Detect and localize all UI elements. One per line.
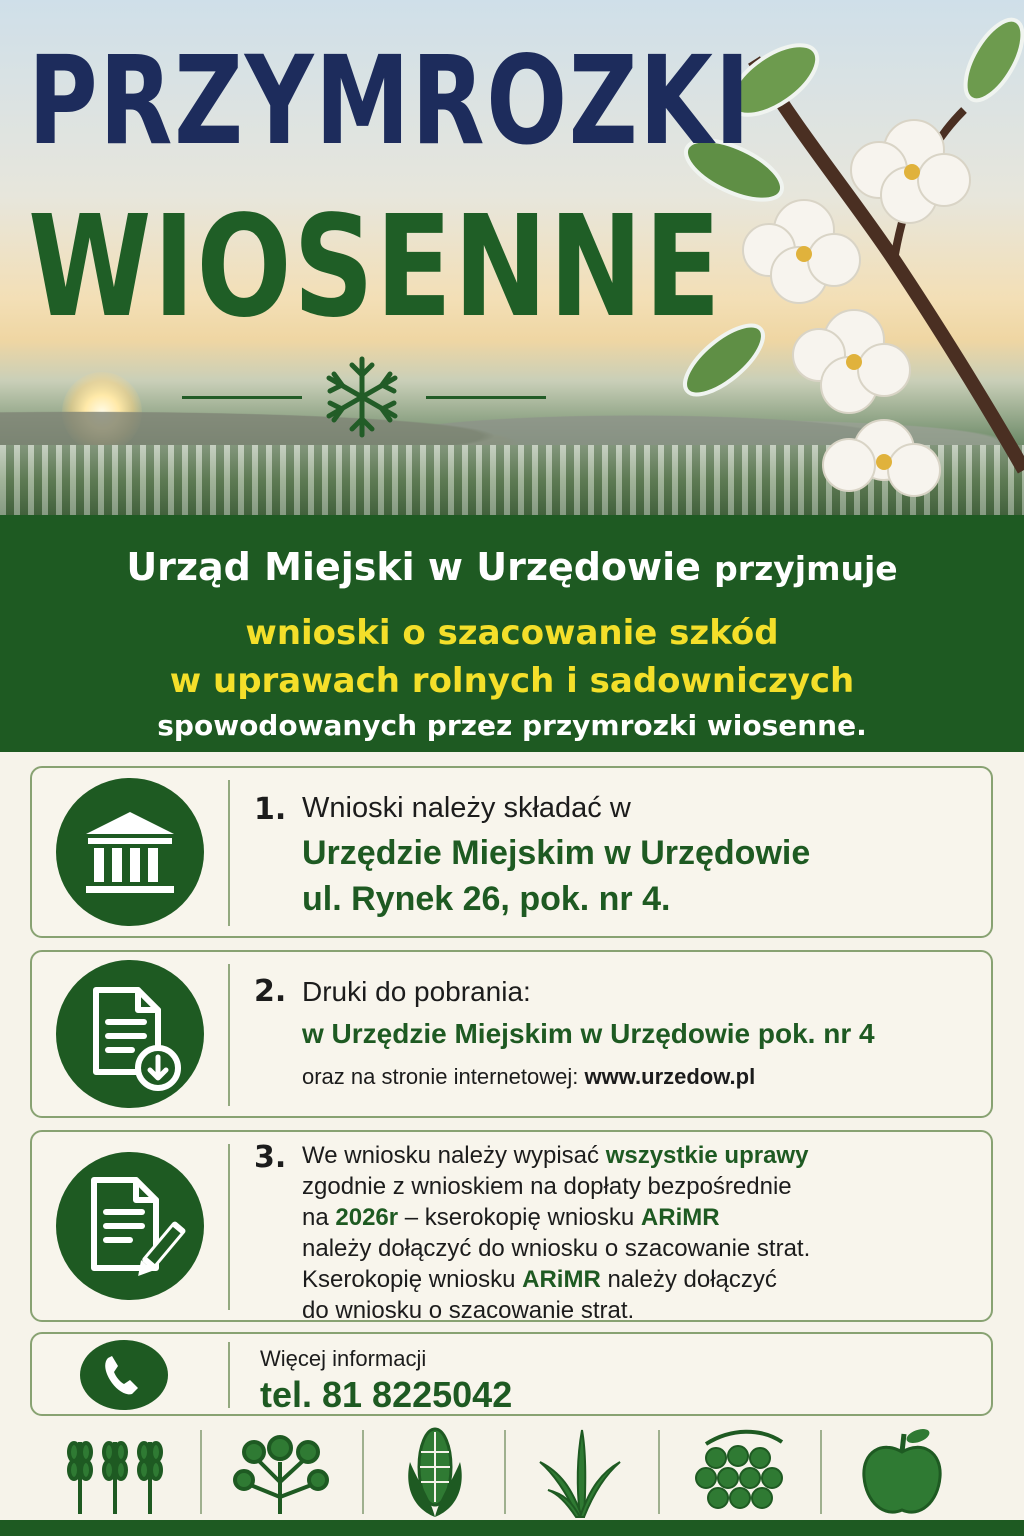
card-separator [228, 964, 230, 1106]
step-description [302, 1140, 810, 1326]
building-icon [56, 778, 204, 926]
website-link[interactable]: www.urzedow.pl [584, 1064, 756, 1089]
step-number: 1. [254, 792, 287, 827]
document-download-icon [56, 960, 204, 1108]
title-line-2: WIOSENNE [28, 186, 723, 349]
banner-tail: spowodowanych przez przymrozki wiosenne. [157, 709, 867, 742]
contact-label: Więcej informacji [260, 1346, 427, 1371]
step-intro: Druki do pobrania: [302, 976, 531, 1007]
web-prefix: oraz na stronie internetowej: [302, 1064, 579, 1089]
step-card-3 [30, 1130, 993, 1322]
step-place: Urzędzie Miejskim w Urzędowie [302, 834, 811, 872]
desc-line-6: do wniosku o szacowanie strat. [302, 1297, 635, 1324]
card-separator [228, 780, 230, 926]
announcement-banner [0, 515, 1024, 752]
step-web-line [302, 1064, 755, 1090]
currant-icon [686, 1422, 796, 1522]
step-address: ul. Rynek 26, pok. nr 4. [302, 880, 671, 918]
footer-bar [0, 1520, 1024, 1536]
corn-icon [390, 1422, 480, 1522]
snowflake-icon [318, 353, 406, 441]
crop-separator [504, 1430, 506, 1514]
contact-card [30, 1332, 993, 1416]
step-number: 2. [254, 974, 287, 1009]
desc-line-4: należy dołączyć do wniosku o szacowanie strat. [302, 1235, 811, 1262]
phone-icon [80, 1340, 168, 1410]
card-separator [228, 1144, 230, 1310]
desc-line-1: We wniosku należy wypisać wszystkie uprawy [302, 1142, 809, 1169]
banner-highlight-1: wnioski o szacowanie szkód [245, 613, 779, 653]
contact-phone[interactable]: tel. 81 8225042 [260, 1374, 513, 1415]
office-name: Urząd Miejski w Urzędowie [126, 545, 701, 589]
step-card-1 [30, 766, 993, 938]
desc-line-2: zgodnie z wnioskiem na dopłaty bezpośrednie [302, 1173, 792, 1200]
step-card-2 [30, 950, 993, 1118]
desc-line-5: Kserokopię wniosku ARiMR należy dołączyć [302, 1266, 777, 1293]
title-line-1: PRZYMROZKI [28, 30, 752, 172]
crop-icons-row [0, 1422, 1024, 1522]
desc-line-3: na 2026r – kserokopię wniosku ARiMR [302, 1204, 720, 1231]
banner-highlight-2: w uprawach rolnych i sadowniczych [169, 661, 855, 701]
grass-icon [530, 1422, 630, 1522]
step-place: w Urzędzie Miejskim w Urzędowie pok. nr 4 [302, 1018, 875, 1049]
wheat-icon [60, 1422, 170, 1522]
step-number: 3. [254, 1140, 287, 1175]
card-separator [228, 1342, 230, 1408]
crop-separator [820, 1430, 822, 1514]
parsley-icon [228, 1422, 332, 1522]
document-edit-icon [56, 1152, 204, 1300]
apple-icon [852, 1422, 952, 1522]
banner-verb: przyjmuje [714, 549, 898, 588]
banner-line-1 [0, 545, 1024, 589]
crop-separator [200, 1430, 202, 1514]
step-intro: Wnioski należy składać w [302, 792, 631, 824]
crop-separator [658, 1430, 660, 1514]
hero-image [0, 0, 1024, 515]
divider-left [182, 396, 302, 399]
divider-right [426, 396, 546, 399]
crop-separator [362, 1430, 364, 1514]
